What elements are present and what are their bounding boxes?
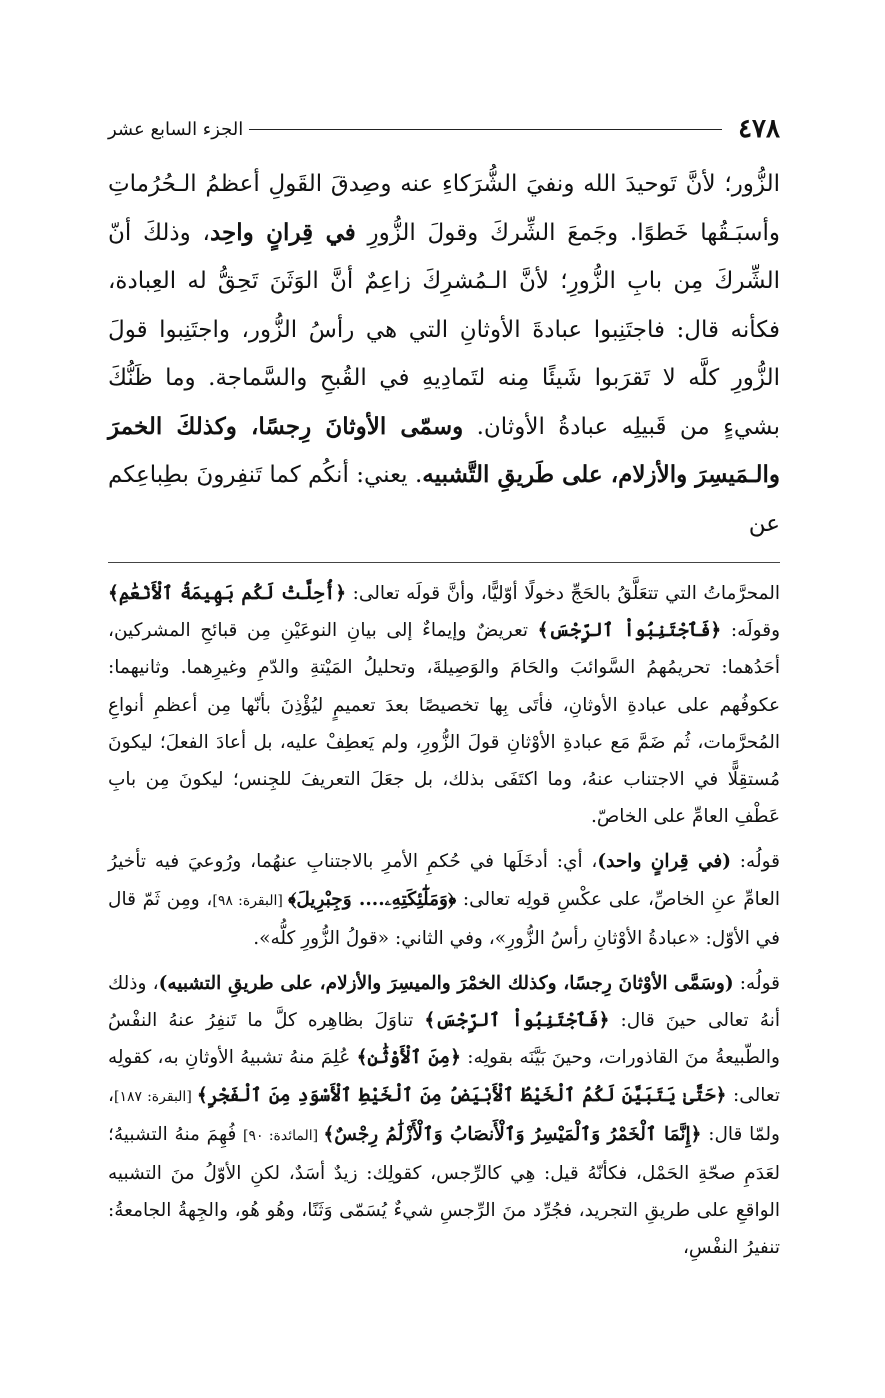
commentary-text: عُلِمَ منهُ تشبيهُ الأوثانِ به، كقولِه تعالى: bbox=[108, 1047, 780, 1106]
commentary-lemma: (في قِرانٍ واحد) bbox=[597, 851, 731, 873]
main-text-part: . يعني: أنكُم كما تَنفِرونَ بطِباعِكم عن bbox=[108, 462, 780, 537]
main-text-bold-phrase: وسمّى الأوثانَ رِجسًا، وكذلكَ الخمرَ والـمَيسِرَ والأزلام، على طَريقِ التَّشبيه bbox=[108, 412, 780, 488]
commentary bbox=[108, 575, 780, 1267]
commentary-text: ، أي: أدخَلَها في حُكمِ الأمرِ بالاجتنابِ عنهُما، ورُوعيَ فيه تأخيرُ العامِّ عنِ الخاصِّ، على عكْسِ قولِه تعالى: bbox=[108, 851, 781, 910]
verse-citation: [البقرة: ١٨٧] bbox=[113, 1088, 197, 1105]
main-text-bold-phrase: في قِرانٍ واحِد bbox=[209, 218, 356, 246]
commentary-paragraph bbox=[108, 843, 780, 957]
verse-citation: [البقرة: ٩٨] bbox=[212, 892, 289, 909]
quran-verse: ﴿فَٱجْتَنِبُواْ ٱلرِّجْسَ﴾ bbox=[537, 620, 722, 642]
main-text-part: ، وذلكَ أنّ الشِّركَ مِن بابِ الزُّورِ؛ لأنَّ الـمُشرِكَ زاعِمٌ أنَّ الوَثَنَ تَحِقُّ له العِبادة، فكأنه قال: فاجتَنِبوا عبادةَ الأوثانِ التي هي رأسُ الزُّور، واجتَنِبوا قولَ الزُّورِ كلَّه لا تَقرَبوا شَيئًا مِنه لتَمادِيهِ في القُبحِ والسَّماجة. وما ظَنُّكَ بشيءٍ من قَبيلِه عبادةُ الأوثان. bbox=[108, 219, 780, 440]
commentary-lemma: (وسَمَّى الأوْثانَ رِجسًا، وكذلك الخمْرَ والميسِرَ والأزلام، على طريقِ التشبيه) bbox=[158, 973, 734, 995]
commentary-paragraph bbox=[108, 575, 780, 835]
verse-citation: [المائدة: ٩٠] bbox=[243, 1127, 324, 1144]
commentary-text: ، ولمّا قال: bbox=[108, 1084, 780, 1145]
commentary-text: المحرَّماتُ التي تتعَلَّقُ بالحَجِّ دخولًا أوّليًّا، وأنَّ قولَه تعالى: bbox=[346, 583, 780, 604]
commentary-text: ، وذلك أنهُ تعالى حينَ قال: bbox=[108, 973, 780, 1032]
page-number: ٤٧٨ bbox=[738, 114, 780, 144]
commentary-paragraph bbox=[108, 965, 780, 1267]
commentary-text: وقولَه: bbox=[721, 620, 781, 642]
quran-verse: ﴿أُحِلَّتْ لَكُم بَهِيمَةُ ٱلْأَنْعَٰمِ﴾ bbox=[108, 583, 347, 604]
running-title: الجزء السابع عشر bbox=[108, 118, 244, 140]
commentary-text: تناوَلَ بظاهِره كلَّ ما تَنفِرُ عنهُ النفْسُ والطّبيعةُ منَ القاذورات، وحينَ بَيَّنَه بقولِه: bbox=[108, 1010, 780, 1069]
page-header bbox=[108, 108, 780, 150]
quran-verse: ﴿فَٱجْتَنِبُواْ ٱلرِّجْسَ﴾ bbox=[424, 1010, 610, 1032]
main-text-part: الزُّور؛ لأنَّ تَوحيدَ الله ونفيَ الشُّرَكاءِ عنه وصِدقَ القَولِ أعظمُ الـحُرُماتِ وأسبَـقُها خَطوًا. وجَمعَ الشِّركَ وقولَ الزُّورِ bbox=[108, 171, 780, 246]
quran-verse: ﴿إِنَّمَا ٱلْخَمْرُ وَٱلْمَيْسِرُ وَٱلْأَنصَابُ وَٱلْأَزْلَٰمُ رِجْسٌ﴾ bbox=[323, 1123, 702, 1145]
commentary-text: قولُه: bbox=[730, 851, 780, 873]
main-text bbox=[108, 160, 780, 548]
header-rule bbox=[249, 129, 722, 130]
commentary-text: ، ومِن ثَمّ قال في الأوّل: «عبادةُ الأوْثانِ رأسُ الزُّورِ»، وفي الثاني: «قولُ الزُّورِ كلُّه». bbox=[108, 888, 780, 949]
quran-verse: ﴿وَمَلَٰٓئِكَتِهِۦ.... وَجِبْرِيلَ﴾ bbox=[288, 888, 457, 910]
quran-verse: ﴿حَتَّىٰ يَتَبَيَّنَ لَكُمُ ٱلْخَيْطُ ٱلْأَبْيَضُ مِنَ ٱلْخَيْطِ ٱلْأَسْوَدِ مِنَ ٱلْفَجْرِ﴾ bbox=[196, 1084, 727, 1106]
quran-verse: ﴿مِنَ ٱلْأَوْثَٰنِ﴾ bbox=[356, 1047, 461, 1069]
commentary-text: فُهِمَ منهُ التشبيهُ؛ لعَدَمِ صحّةِ الحَمْل، فكأنّهُ قيل: هِي كالرِّجس، كقولِك: زيدٌ أسَدٌ، لكنِ الأوّلُ منَ التشبيه الواقعِ على طريقِ التجريد، فجُرِّد منَ الرِّجسِ شيءٌ يُسَمّى وَثَنًا، وهُو هُو، والجِهةُ الجامعةُ: تنفيرُ النفْسِ، bbox=[108, 1123, 780, 1259]
commentary-text: قولُه: bbox=[733, 973, 780, 995]
book-page bbox=[108, 108, 780, 1267]
footnote-divider bbox=[108, 562, 780, 563]
commentary-text: تعريضٌ وإيماءٌ إلى بيانِ النوعَيْنِ مِن قبائحِ المشركين، أحَدُهما: تحريمُهمُ السَّوائبَ والحَامَ والوَصِيلةَ، وتحليلُ المَيْتةِ والدّمِ وغيرِهما. وثانيهما: عكوفُهم على عبادةِ الأوثانِ، فأتَى بِها تخصيصًا بعدَ تعميمٍ ليُؤْذِنَ بأنّها مِن أعظمِ أنواعِ المُحرَّمات، ثُم ضَمَّ مَع عبادةِ الأوْثانِ قولَ الزُّورِ، ولم يَعطِفْ عليه، بل أعادَ الفعلَ؛ ليكونَ مُستقِلًّا في الاجتناب عنهُ، وما اكتَفَى بذلك، بل جعَلَ التعريفَ للجِنس؛ ليكونَ مِن بابِ عَطْفِ العامِّ على الخاصّ. bbox=[108, 620, 780, 828]
